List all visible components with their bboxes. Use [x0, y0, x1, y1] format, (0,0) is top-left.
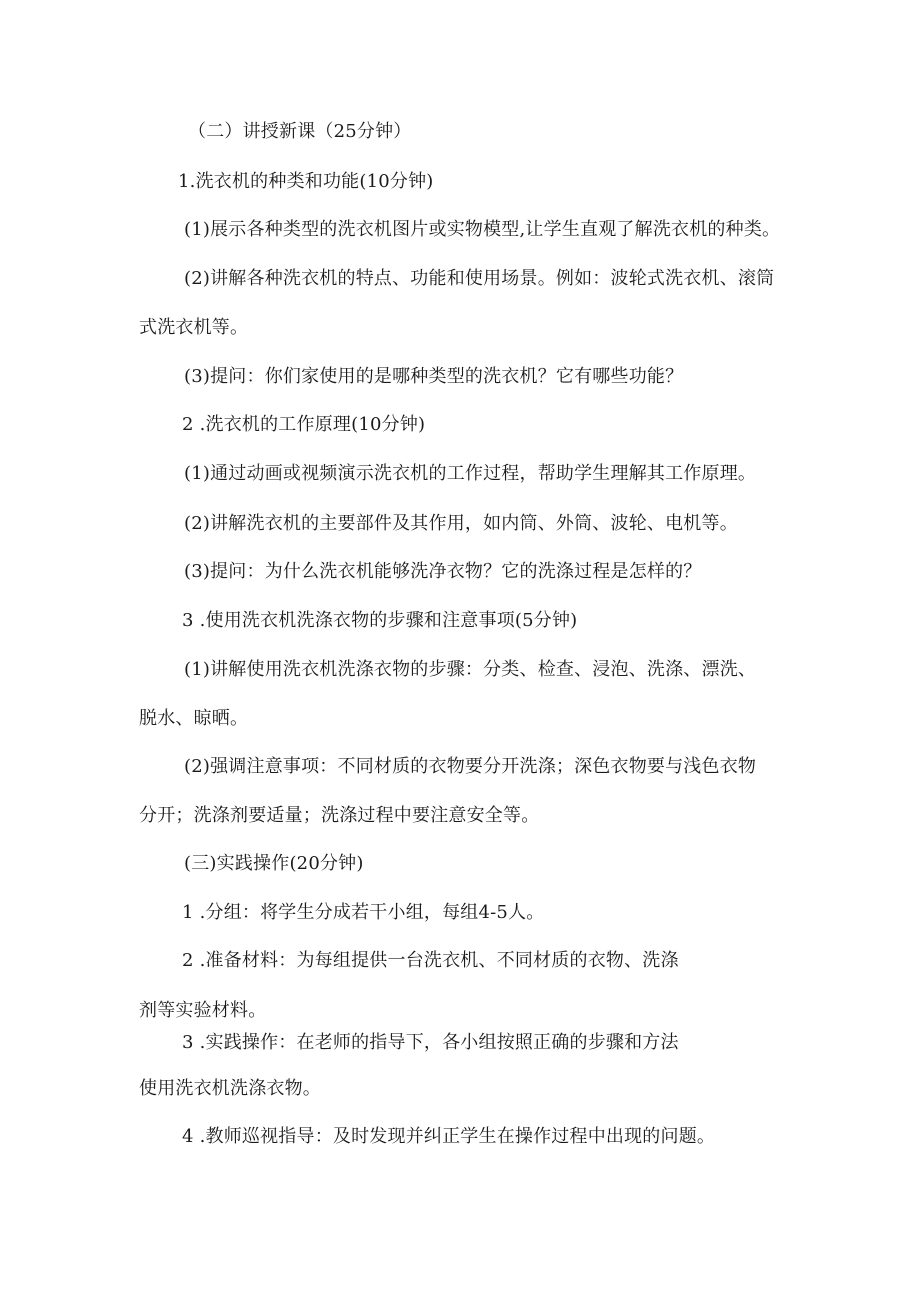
paragraph-line: 使用洗衣机洗涤衣物。 — [139, 1078, 321, 1099]
paragraph-line: (1)讲解使用洗衣机洗涤衣物的步骤：分类、检查、浸泡、洗涤、漂洗、 — [184, 659, 757, 680]
paragraph-line: (1)通过动画或视频演示洗衣机的工作过程，帮助学生理解其工作原理。 — [184, 463, 757, 484]
paragraph-line: (2)强调注意事项：不同材质的衣物要分开洗涤；深色衣物要与浅色衣物 — [184, 756, 757, 777]
paragraph-line: (3)提问：你们家使用的是哪种类型的洗衣机？它有哪些功能？ — [184, 366, 684, 387]
paragraph-line: 剂等实验材料。 — [139, 1000, 267, 1021]
section-heading-practice: (三)实践操作(20分钟) — [184, 853, 364, 874]
paragraph-line: (2)讲解洗衣机的主要部件及其作用，如内筒、外筒、波轮、电机等。 — [184, 513, 738, 534]
paragraph-line: (1)展示各种类型的洗衣机图片或实物模型,让学生直观了解洗衣机的种类。 — [184, 219, 781, 240]
paragraph-line: (3)提问：为什么洗衣机能够洗净衣物？它的洗涤过程是怎样的？ — [184, 561, 702, 582]
subheading-working-principle: 2 .洗衣机的工作原理(10分钟) — [182, 414, 426, 435]
list-item: 3 .实践操作：在老师的指导下，各小组按照正确的步骤和方法 — [182, 1032, 679, 1053]
paragraph-line: 式洗衣机等。 — [139, 317, 249, 338]
section-heading-lecture: （二）讲授新课（25分钟） — [188, 121, 412, 142]
list-item: 4 .教师巡视指导：及时发现并纠正学生在操作过程中出现的问题。 — [182, 1126, 716, 1147]
list-item: 1 .分组：将学生分成若干小组，每组4-5人。 — [182, 902, 545, 923]
paragraph-line: 分开；洗涤剂要适量；洗涤过程中要注意安全等。 — [139, 805, 540, 826]
subheading-steps-notes: 3 .使用洗衣机洗涤衣物的步骤和注意事项(5分钟) — [182, 610, 578, 631]
list-item: 2 .准备材料：为每组提供一台洗衣机、不同材质的衣物、洗涤 — [182, 950, 679, 971]
paragraph-line: (2)讲解各种洗衣机的特点、功能和使用场景。例如：波轮式洗衣机、滚筒 — [184, 268, 775, 289]
paragraph-line: 脱水、晾晒。 — [139, 708, 249, 729]
subheading-types-functions: 1.洗衣机的种类和功能(10分钟) — [178, 171, 434, 192]
